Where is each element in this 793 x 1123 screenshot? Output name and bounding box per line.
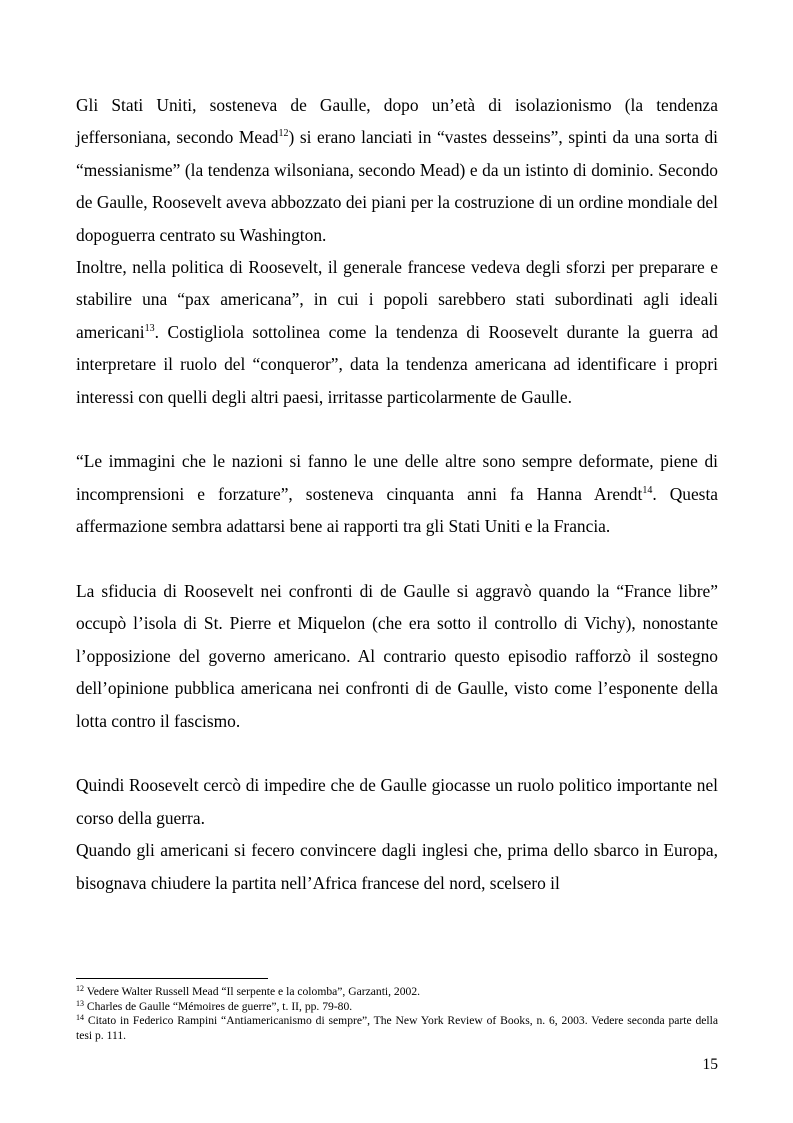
main-text: [76, 89, 718, 899]
footnote-separator: [76, 978, 268, 979]
footnotes: [76, 985, 718, 1043]
paragraph-2: Inoltre, nella politica di Roosevelt, il generale francese vedeva degli sforzi per preparare e stabilire una “pax americana”, in cui i popoli sarebbero stati subordinati agli ideali americani$^{13}$. Costigliola sottolinea come la tendenza di Roosevelt durante la guerra ad interpretare il ruolo del “conqueror”, data la tendenza americana ad identificare i propri interessi con quelli degli altri paesi, irritasse particolarmente de Gaulle.: [76, 257, 718, 407]
paragraph-5: Quindi Roosevelt cercò di impedire che de Gaulle giocasse un ruolo politico importante nel corso della guerra.: [76, 775, 718, 828]
footnote-13: $^{13}$ Charles de Gaulle “Mémoires de guerre”, t. II, pp. 79-80.: [76, 998, 353, 1013]
paragraph-3: “Le immagini che le nazioni si fanno le une delle altre sono sempre deformate, piene di incomprensioni e forzature”, sosteneva cinquanta anni fa Hanna Arendt$^{14}$. Questa affermazione sembra adattarsi bene ai rapporti tra gli Stati Uniti e la Francia.: [76, 451, 718, 537]
footnote-14: $^{14}$ Citato in Federico Rampini “Antiamericanismo di sempre”, The New York Review of Books, n. 6, 2003. Vedere seconda parte della tesi p. 111.: [76, 1013, 718, 1042]
footnote-12: $^{12}$ Vedere Walter Russell Mead “Il serpente e la colomba”, Garzanti, 2002.: [76, 984, 421, 998]
footnote-ref-12[interactable]: 12: [278, 128, 289, 140]
footnote-ref-14[interactable]: 14: [642, 484, 653, 496]
paragraph-4: La sfiducia di Roosevelt nei confronti di de Gaulle si aggravò quando la “France libre” occupò l’isola di St. Pierre et Miquelon (che era sotto il controllo di Vichy), nonostante l’opposizione del governo americano. Al contrario questo episodio rafforzò il sostegno dell’opinione pubblica americana nei confronti di de Gaulle, visto come l’esponente della lotta contro il fascismo.: [76, 581, 718, 731]
footnote-ref-13[interactable]: 13: [144, 322, 155, 334]
paragraph-6: Quando gli americani si fecero convincere dagli inglesi che, prima dello sbarco in Europa, bisognava chiudere la partita nell’Africa francese del nord, scelsero il: [76, 840, 718, 893]
page-number: 15: [702, 1056, 718, 1073]
paragraph-1: Gli Stati Uniti, sosteneva de Gaulle, dopo un’età di isolazionismo (la tendenza jeffersoniana, secondo Mead$^{12}$) si erano lanciati in “vastes desseins”, spinti da una sorta di “messianisme” (la tendenza wilsoniana, secondo Mead) e da un istinto di dominio. Secondo de Gaulle, Roosevelt aveva abbozzato dei piani per la costruzione di un ordine mondiale del dopoguerra centrato su Washington.: [76, 95, 719, 245]
